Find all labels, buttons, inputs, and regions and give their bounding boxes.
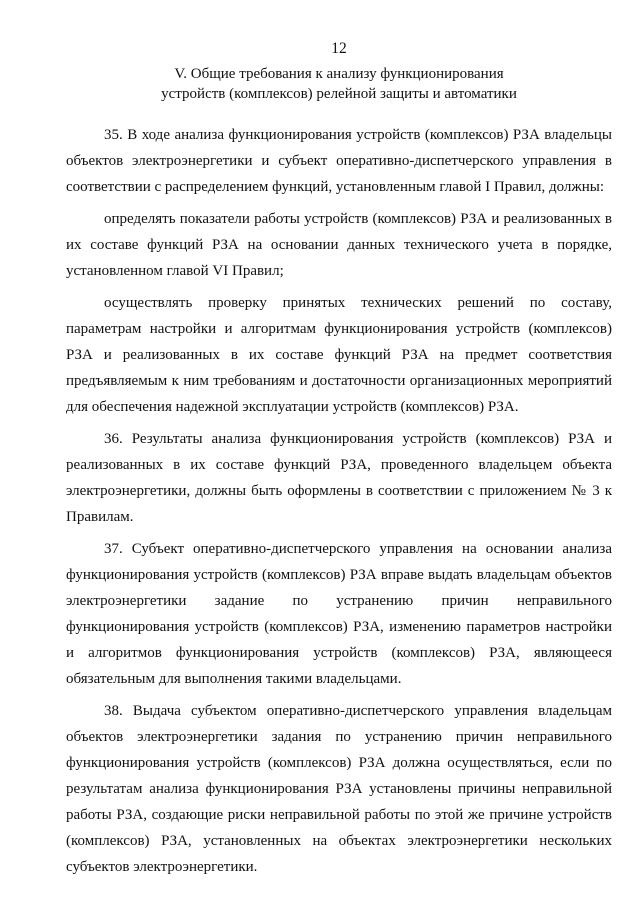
paragraph-35-item-2: осуществлять проверку принятых технических решений по составу, параметрам настройки и алгоритмам функционирования устройств (комплексов) РЗА и реализованных в их составе функций РЗА на предмет соответствия предъявляемым к ним требованиям и достаточности организационных мероприятий для обеспечения надежной эксплуатации устройств (комплексов) РЗА. (66, 295, 612, 415)
body-text (66, 122, 612, 880)
paragraph-38: 38. Выдача субъектом оперативно-диспетчерского управления владельцам объектов электроэнергетики задания по устранению причин неправильного функционирования устройств (комплексов) РЗА должна осуществляться, если по результатам анализа функционирования РЗА установлены причины неправильной работы РЗА, создающие риски неправильной работы по этой же причине устройств (комплексов) РЗА, установленных на объектах электроэнергетики нескольких субъектов электроэнергетики. (66, 703, 612, 875)
section-title-line-1: V. Общие требования к анализу функционирования (174, 66, 504, 82)
paragraph-37: 37. Субъект оперативно-диспетчерского управления на основании анализа функционирования устройств (комплексов) РЗА вправе выдать владельцам объектов электроэнергетики задание по устранению причин неправильного функционирования устройств (комплексов) РЗА, изменению параметров настройки и алгоритмов функционирования устройств (комплексов) РЗА, являющееся обязательным для выполнения такими владельцами. (66, 541, 612, 687)
paragraph-35-item-1: определять показатели работы устройств (комплексов) РЗА и реализованных в их составе функций РЗА на основании данных технического учета в порядке, установленном главой VI Правил; (66, 211, 612, 279)
section-title (66, 64, 612, 104)
paragraph-36: 36. Результаты анализа функционирования устройств (комплексов) РЗА и реализованных в их составе функций РЗА, проведенного владельцем объекта электроэнергетики, должны быть оформлены в соответствии с приложением № 3 к Правилам. (66, 431, 612, 525)
section-title-line-2: устройств (комплексов) релейной защиты и автоматики (161, 86, 517, 102)
paragraph-35: 35. В ходе анализа функционирования устройств (комплексов) РЗА владельцы объектов электроэнергетики и субъект оперативно-диспетчерского управления в соответствии с распределением функций, установленным главой I Правил, должны: (66, 127, 612, 195)
page-number: 12 (331, 40, 347, 57)
